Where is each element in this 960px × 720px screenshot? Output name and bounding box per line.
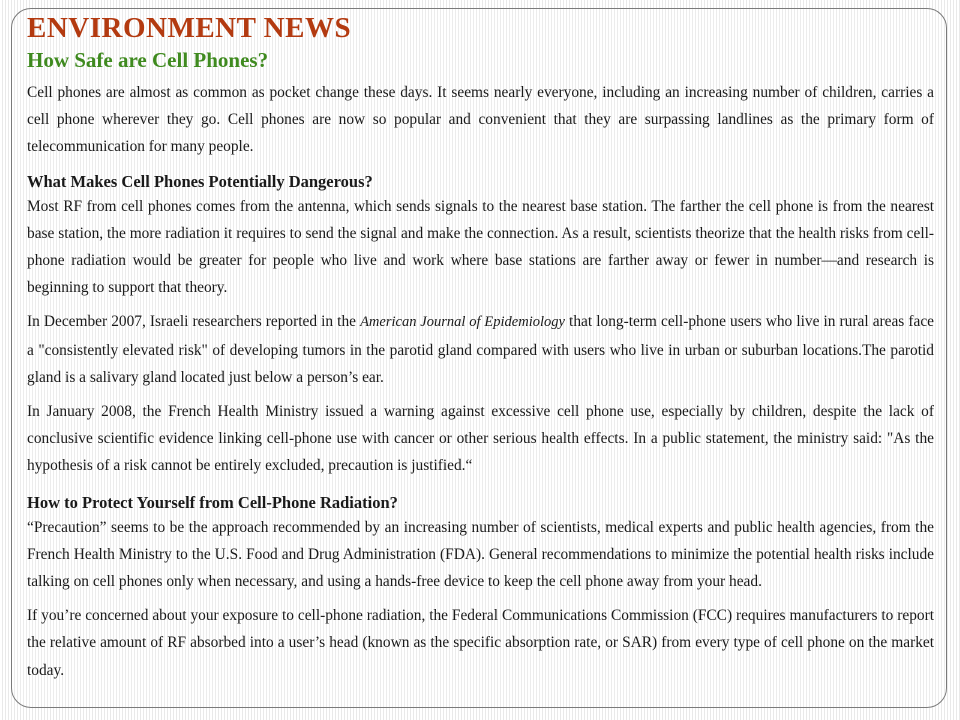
israel-study-paragraph [27,308,934,391]
france-warning-paragraph: In January 2008, the French Health Ministry issued a warning against excessive cell phone use, especially by children, despite the lack of conclusive scientific evidence linking cell-phone use with cancer or other serious health effects. In a public statement, the ministry said: "As the hypothesis of a risk cannot be entirely excluded, precaution is justified.“ [27,403,934,475]
israel-text-before: In December 2007, Israeli researchers reported in the [27,313,361,331]
slide-content [27,11,934,684]
article-subtitle: How Safe are Cell Phones? [27,48,269,72]
slide-frame [11,8,947,708]
dangerous-heading: What Makes Cell Phones Potentially Dangerous? [27,171,373,191]
fcc-paragraph: If you’re concerned about your exposure to cell-phone radiation, the Federal Communications Commission (FCC) requires manufacturers to report the relative amount of RF absorbed into a user’s head (known as the specific absorption rate, or SAR) from every type of cell phone on the market today. [27,607,934,679]
protect-heading: How to Protect Yourself from Cell-Phone Radiation? [27,492,398,512]
slide-title: ENVIRONMENT NEWS [27,12,352,44]
intro-paragraph: Cell phones are almost as common as pocket change these days. It seems nearly everyone, including an increasing number of children, carries a cell phone wherever they go. Cell phones are now so popular and convenient that they are surpassing landlines as the primary form of telecommunication for many people. [27,84,934,156]
precaution-paragraph: “Precaution” seems to be the approach recommended by an increasing number of scientists, medical experts and public health agencies, from the French Health Ministry to the U.S. Food and Drug Administration (FDA). General recommendations to minimize the potential health risks include talking on cell phones only when necessary, and using a hands-free device to keep the cell phone away from your head. [27,518,934,591]
israel-text-after: that long-term cell-phone users who live in rural areas face a "consistently elevated risk" of developing tumors in the parotid gland compared with users who live in urban or suburban locations.The parotid gland is a salivary gland located just below a person’s ear. [27,313,935,386]
dangerous-paragraph: Most RF from cell phones comes from the antenna, which sends signals to the nearest base station. The farther the cell phone is from the nearest base station, the more radiation it requires to send the signal and make the connection. As a result, scientists theorize that the health risks from cell-phone radiation would be greater for people who live and work where base stations are farther away or fewer in number—and research is beginning to support that theory. [27,197,934,297]
journal-name: American Journal of Epidemiology [360,314,565,331]
